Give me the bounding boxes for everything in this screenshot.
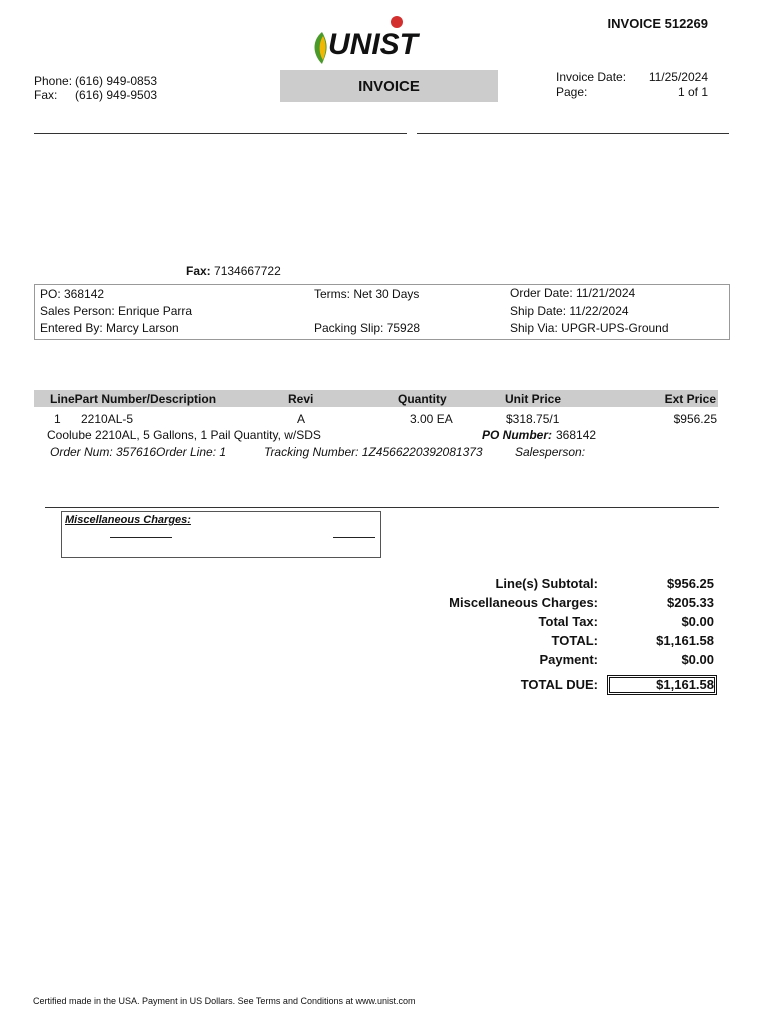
revision: A xyxy=(297,412,306,426)
ext-price: $956.25 xyxy=(673,412,717,426)
misc-total-value: $205.33 xyxy=(667,595,714,610)
total-due-value: $1,161.58 xyxy=(656,677,714,692)
subtotal-label: Line(s) Subtotal: xyxy=(495,576,598,591)
ship-via-text: Ship Via: UPGR-UPS-Ground xyxy=(510,321,669,335)
misc-charges-blank-line xyxy=(110,537,172,538)
order-line: Order Line: 1 xyxy=(156,445,227,459)
part-number: 2210AL-5 xyxy=(81,412,134,426)
po-number-value: 368142 xyxy=(556,428,597,442)
ship-date-text: Ship Date: 11/22/2024 xyxy=(510,304,629,318)
invoice-number: INVOICE 512269 xyxy=(607,16,708,31)
packing-slip-text: Packing Slip: 75928 xyxy=(314,321,421,335)
company-contact xyxy=(34,74,157,102)
payment-label: Payment: xyxy=(539,652,598,667)
po-number-label: PO Number: xyxy=(482,428,553,442)
unit-price: $318.75/1 xyxy=(506,412,560,426)
po-text: PO: 368142 xyxy=(40,287,105,301)
col-unit-price: Unit Price xyxy=(505,392,562,406)
quantity: 3.00 EA xyxy=(410,412,453,426)
items-divider xyxy=(45,507,719,508)
total-due-label: TOTAL DUE: xyxy=(520,677,598,692)
entered-by-text: Entered By: Marcy Larson xyxy=(40,321,179,335)
total-value: $1,161.58 xyxy=(656,633,714,648)
payment-value: $0.00 xyxy=(681,652,714,667)
misc-total-label: Miscellaneous Charges: xyxy=(449,595,598,610)
logo-dot-red xyxy=(391,16,403,28)
total-row xyxy=(400,633,718,652)
col-line-part: LinePart Number/Description xyxy=(50,392,217,406)
phone-label: Phone: xyxy=(34,74,73,88)
col-ext-price: Ext Price xyxy=(664,392,716,406)
fax-label: Fax: xyxy=(34,88,58,102)
logo-wordmark: UNIST xyxy=(328,28,418,61)
invoice-meta xyxy=(556,70,708,100)
col-revision: Revi xyxy=(288,392,314,406)
misc-charges-label: Miscellaneous Charges: xyxy=(65,514,191,526)
order-info-box xyxy=(34,284,730,340)
phone-value: (616) 949-0853 xyxy=(75,74,158,88)
misc-charges-box xyxy=(61,511,381,558)
terms-text: Terms: Net 30 Days xyxy=(314,287,420,301)
bill-to-divider xyxy=(34,133,407,134)
salesperson-label: Salesperson: xyxy=(515,445,586,459)
tax-value: $0.00 xyxy=(681,614,714,629)
tax-label: Total Tax: xyxy=(538,614,598,629)
subtotal-value: $956.25 xyxy=(667,576,714,591)
payment-row xyxy=(400,652,718,671)
total-due-row xyxy=(400,677,718,696)
col-quantity: Quantity xyxy=(398,392,447,406)
fax-value: (616) 949-9503 xyxy=(75,88,158,102)
tax-row xyxy=(400,614,718,633)
sales-person-text: Sales Person: Enrique Parra xyxy=(40,304,193,318)
misc-charges-amount-line xyxy=(333,537,375,538)
line-items-header xyxy=(34,390,718,407)
customer-fax xyxy=(186,264,281,278)
order-num: Order Num: 357616 xyxy=(50,445,157,459)
tracking-number: Tracking Number: 1Z4566220392081373 xyxy=(264,445,483,459)
item-description: Coolube 2210AL, 5 Gallons, 1 Pail Quantity, w/SDS xyxy=(47,428,321,442)
invoice-date-value: 11/25/2024 xyxy=(648,70,708,84)
customer-fax-label: Fax: xyxy=(186,264,211,278)
invoice-title: INVOICE xyxy=(280,70,498,102)
company-logo xyxy=(308,14,440,70)
order-date-text: Order Date: 11/21/2024 xyxy=(510,286,636,300)
invoice-date-label: Invoice Date: xyxy=(556,70,627,84)
page-label: Page: xyxy=(556,85,588,99)
line-number: 1 xyxy=(54,412,61,426)
footer-note: Certified made in the USA. Payment in US Dollars. See Terms and Conditions at www.unist.com xyxy=(33,996,416,1006)
customer-fax-value: 7134667722 xyxy=(214,264,281,278)
total-label: TOTAL: xyxy=(551,633,598,648)
subtotal-row xyxy=(400,576,718,595)
page-value: 1 of 1 xyxy=(677,85,708,99)
ship-to-divider xyxy=(417,133,729,134)
misc-total-row xyxy=(400,595,718,614)
